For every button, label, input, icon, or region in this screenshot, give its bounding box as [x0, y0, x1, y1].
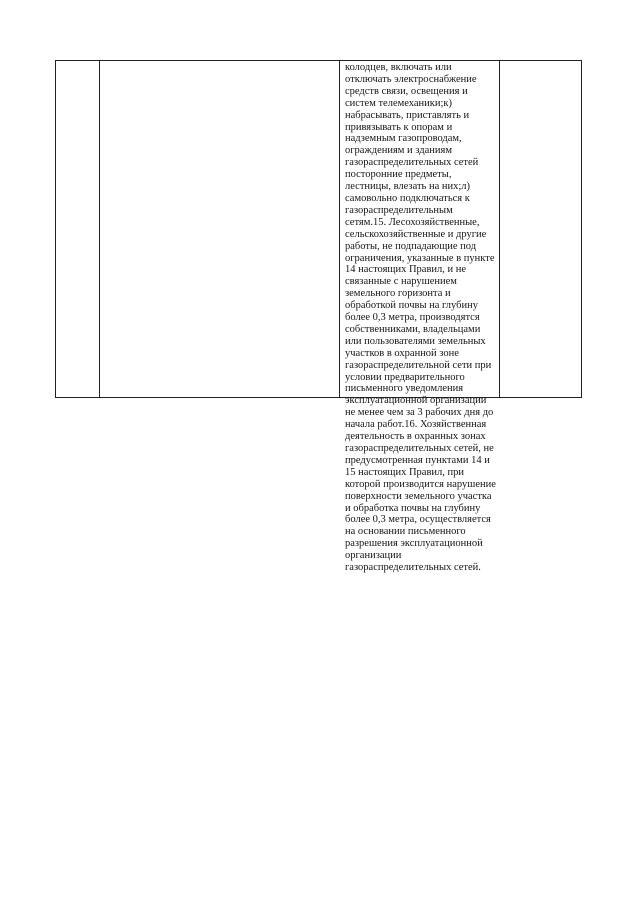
table-cell-last-text	[500, 61, 581, 62]
table-cell-number-text	[56, 61, 99, 62]
document-table	[55, 60, 582, 574]
table-cell-content-text: колодцев, включать или отключать электроснабжение средств связи, освещения и систем телемеханики;к) набрасывать, приставлять и привязывать к опорам и надземным газопроводам, ограждениям и зданиям газораспределительных сетей посторонние предметы, лестницы, влезать на них;л) самовольно подключаться к газораспределительным сетям.15. Лесохозяйственные, сельскохозяйственные и другие работы, не подпадающие под ограничения, указанные в пункте 14 настоящих Правил, и не связанные с нарушением земельного горизонта и обработкой почвы на глубину более 0,3 метра, производятся собственниками, владельцами или пользователями земельных участков в охранной зоне газораспределительной сети при условии предварительного письменного уведомления эксплуатационной организации не менее чем за 3 рабочих дня до начала работ.16. Хозяйственная деятельность в охранных зонах газораспределительных сетей, не предусмотренная пунктами 14 и 15 настоящих Правил, при которой производится нарушение поверхности земельного участка и обработка почвы на глубину более 0,3 метра, осуществляется на основании письменного разрешения эксплуатационной организации газораспределительных сетей.	[345, 62, 496, 574]
table-cell-wide-text	[100, 61, 339, 62]
table-cell-wide	[100, 61, 340, 397]
table-cell-last	[500, 61, 581, 397]
table-cell-number	[56, 61, 100, 397]
table-cell-content	[340, 61, 500, 574]
